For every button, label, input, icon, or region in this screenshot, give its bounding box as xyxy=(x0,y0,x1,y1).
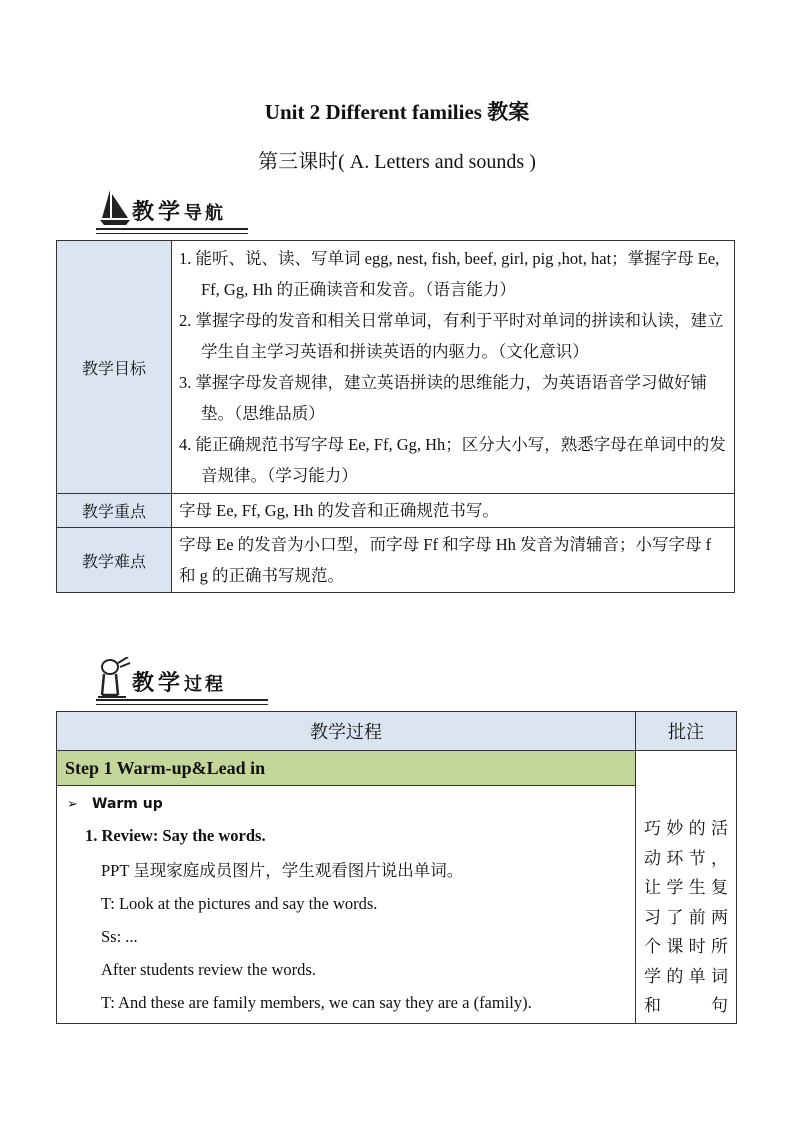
section-heading-label xyxy=(132,195,226,226)
document-title: Unit 2 Different families 教案 xyxy=(264,100,530,124)
objectives-cell xyxy=(172,241,735,494)
bullet-text: Warm up xyxy=(92,796,163,812)
objective-item: 2. 掌握字母的发音和相关日常单词，有利于平时对单词的拼读和认读，建立学生自主学习英语和拼读英语的内驱力。（文化意识） xyxy=(179,311,724,361)
sub-heading: 1. Review: Say the words. xyxy=(85,826,266,845)
heading-sub-text: 过程 xyxy=(184,674,227,695)
pencil-figure-icon xyxy=(96,657,132,701)
heading-rule xyxy=(96,228,248,230)
table-header-row xyxy=(57,712,737,751)
teaching-process-table xyxy=(56,711,737,1024)
heading-rule xyxy=(96,699,268,701)
sailboat-icon xyxy=(98,188,132,228)
heading-sub-text: 导航 xyxy=(184,203,227,224)
content-line: After students review the words. xyxy=(101,960,316,979)
key-points-cell: 字母 Ee, Ff, Gg, Hh 的发音和正确规范书写。 xyxy=(172,494,735,528)
row-label: 教学难点 xyxy=(57,528,172,593)
objective-item: 3. 掌握字母发音规律，建立英语拼读的思维能力，为英语语音学习做好铺垫。（思维品质） xyxy=(179,373,707,423)
table-row xyxy=(57,494,735,528)
column-header-process: 教学过程 xyxy=(57,712,636,751)
row-label: 教学目标 xyxy=(57,241,172,494)
section-heading-navigation xyxy=(96,186,248,230)
content-line: Ss: ... xyxy=(101,927,138,946)
table-row xyxy=(57,528,735,593)
content-line: T: And these are family members, we can say they are a (family). xyxy=(101,993,532,1012)
process-content xyxy=(57,786,636,1024)
objective-item: 1. 能听、说、读、写单词 egg, nest, fish, beef, girl, pig ,hot, hat；掌握字母 Ee, Ff, Gg, Hh 的正确读音和发音。（语言能力） xyxy=(179,249,720,299)
table-row xyxy=(57,241,735,494)
step-heading: Step 1 Warm-up&Lead in xyxy=(57,751,636,786)
bullet-item xyxy=(57,796,635,818)
note-cell: 巧妙的活动环节，让学生复习了前两个课时所学的单词和句 xyxy=(636,751,737,1024)
content-line: T: Look at the pictures and say the words. xyxy=(101,894,378,913)
row-label: 教学重点 xyxy=(57,494,172,528)
table-row xyxy=(57,786,737,1024)
column-header-note: 批注 xyxy=(636,712,737,751)
difficulties-cell: 字母 Ee 的发音为小口型，而字母 Ff 和字母 Hh 发音为清辅音；小写字母 f 和 g 的正确书写规范。 xyxy=(172,528,735,593)
content-line: PPT 呈现家庭成员图片，学生观看图片说出单词。 xyxy=(101,861,464,880)
table-row xyxy=(57,751,737,786)
heading-main-text: 教学 xyxy=(132,200,185,225)
objective-item: 4. 能正确规范书写字母 Ee, Ff, Gg, Hh；区分大小写，熟悉字母在单词中的发音规律。（学习能力） xyxy=(179,435,726,485)
heading-rule-thin xyxy=(96,704,268,705)
heading-main-text: 教学 xyxy=(132,671,185,696)
section-heading-label xyxy=(132,666,226,697)
heading-rule-thin xyxy=(96,233,248,234)
teaching-navigation-table xyxy=(56,240,735,593)
document-subtitle: 第三课时( A. Letters and sounds ) xyxy=(258,151,536,173)
section-heading-process xyxy=(96,657,268,701)
arrow-bullet-icon: ➢ xyxy=(67,797,78,812)
